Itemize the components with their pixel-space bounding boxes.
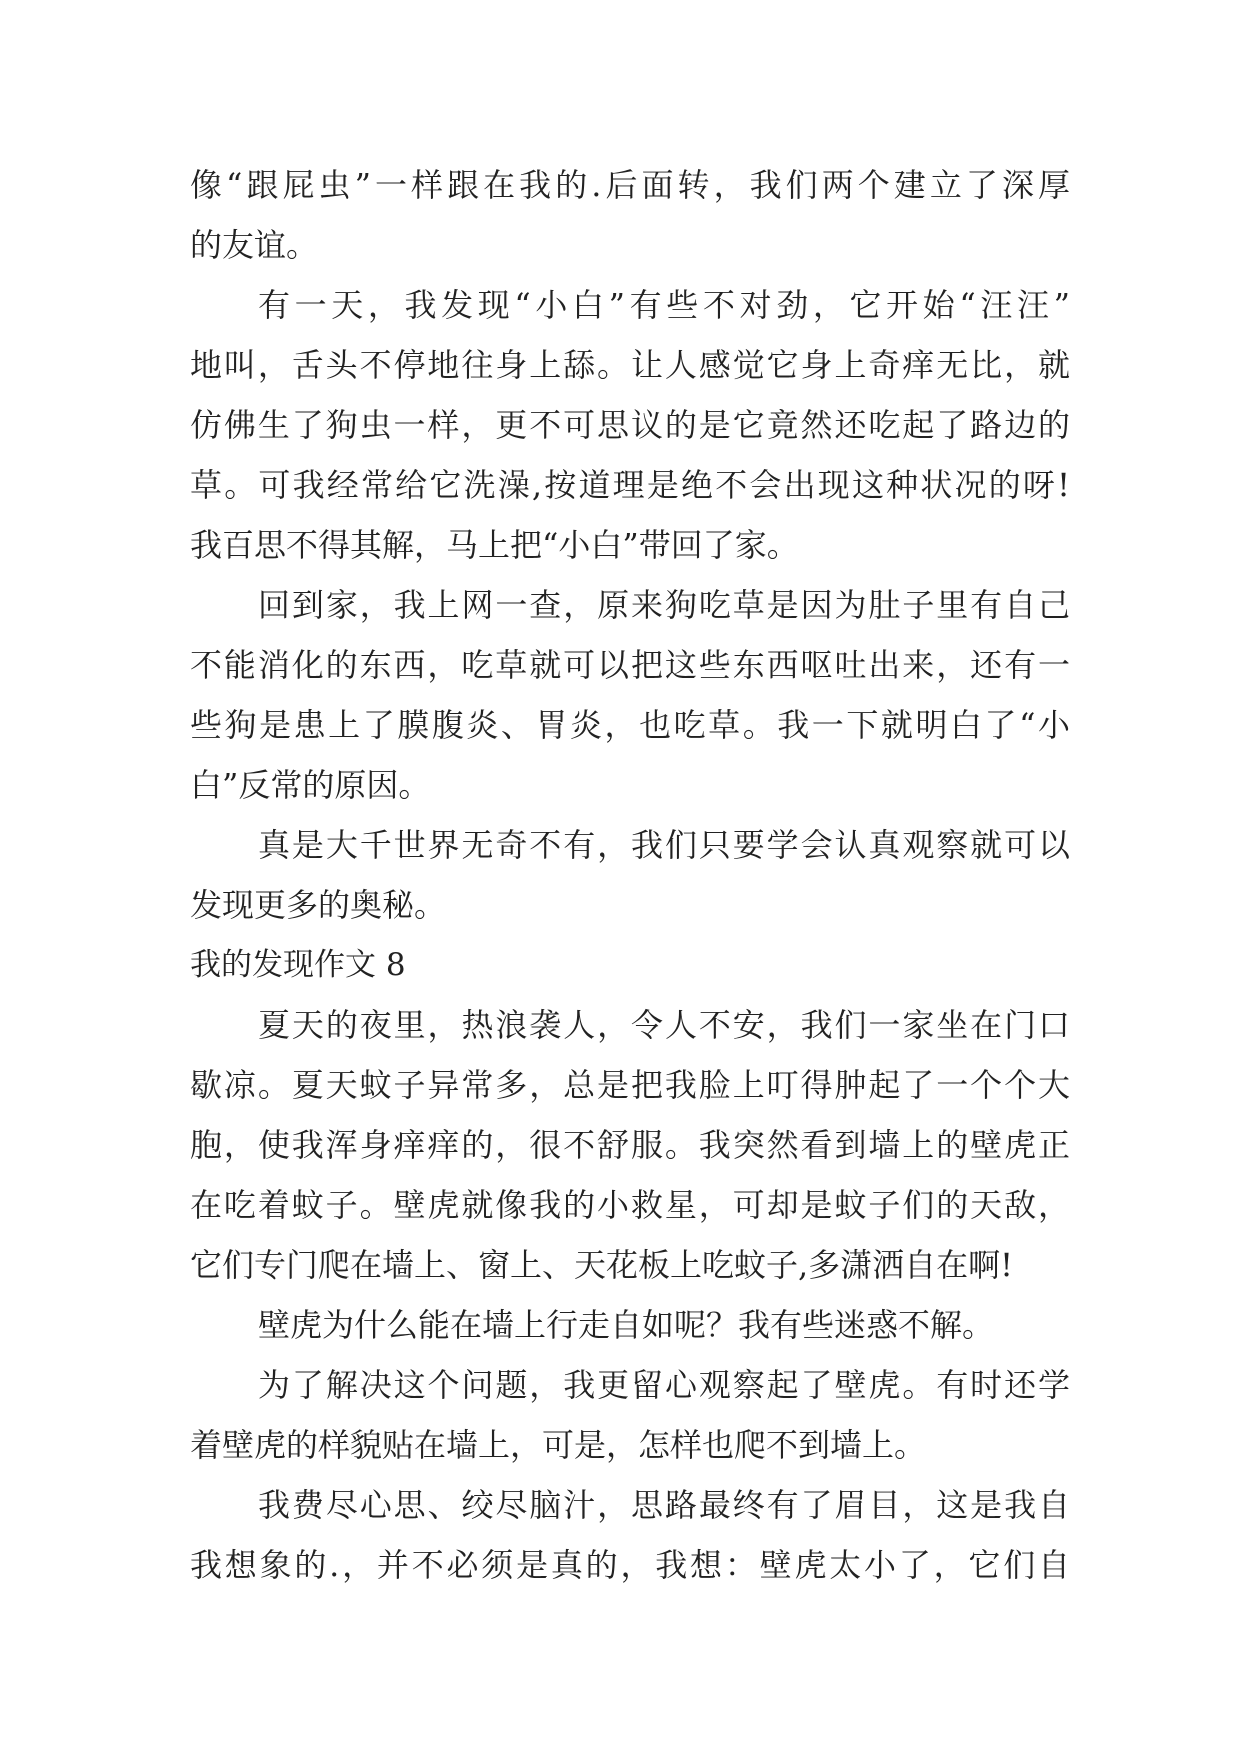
text-line: 仿佛生了狗虫一样，更不可思议的是它竟然还吃起了路边的 <box>190 406 1070 444</box>
text-line: 像“跟屁虫”一样跟在我的.后面转，我们两个建立了深厚 <box>190 166 1070 204</box>
paragraph-first-line: 回到家，我上网一查，原来狗吃草是因为肚子里有自己 <box>258 586 1070 624</box>
paragraph-first-line: 我费尽心思、绞尽脑汁，思路最终有了眉目，这是我自 <box>258 1486 1070 1524</box>
text-line: 地叫，舌头不停地往身上舔。让人感觉它身上奇痒无比，就 <box>190 346 1070 384</box>
text-line: 的友谊。 <box>190 226 319 264</box>
text-line: 在吃着蚊子。壁虎就像我的小救星，可却是蚊子们的天敌， <box>190 1186 1070 1224</box>
paragraph-first-line: 夏天的夜里，热浪袭人，令人不安，我们一家坐在门口 <box>258 1006 1070 1044</box>
text-line: 歇凉。夏天蚊子异常多，总是把我脸上叮得肿起了一个个大 <box>190 1066 1070 1104</box>
paragraph-first-line: 有一天，我发现“小白”有些不对劲，它开始“汪汪” <box>258 286 1070 324</box>
text-line: 草。可我经常给它洗澡,按道理是绝不会出现这种状况的呀! <box>190 466 1070 504</box>
text-line: 不能消化的东西，吃草就可以把这些东西呕吐出来，还有一 <box>190 646 1070 684</box>
text-line: 它们专门爬在墙上、窗上、天花板上吃蚊子,多潇洒自在啊! <box>190 1246 1014 1284</box>
text-line: 我想象的.，并不必须是真的，我想：壁虎太小了，它们自 <box>190 1546 1070 1584</box>
text-line: 胞，使我浑身痒痒的，很不舒服。我突然看到墙上的壁虎正 <box>190 1126 1070 1164</box>
text-line: 我百思不得其解，马上把“小白”带回了家。 <box>190 526 799 564</box>
text-line: 些狗是患上了膜腹炎、胃炎，也吃草。我一下就明白了“小 <box>190 706 1070 744</box>
section-heading: 我的发现作文 8 <box>190 947 406 983</box>
text-line: 白”反常的原因。 <box>190 766 431 804</box>
text-line: 着壁虎的样貌贴在墙上，可是，怎样也爬不到墙上。 <box>190 1426 927 1464</box>
paragraph-first-line: 真是大千世界无奇不有，我们只要学会认真观察就可以 <box>258 826 1070 864</box>
paragraph-first-line: 壁虎为什么能在墙上行走自如呢？我有些迷惑不解。 <box>258 1306 995 1344</box>
text-line: 发现更多的奥秘。 <box>190 886 447 924</box>
paragraph-first-line: 为了解决这个问题，我更留心观察起了壁虎。有时还学 <box>258 1366 1070 1404</box>
